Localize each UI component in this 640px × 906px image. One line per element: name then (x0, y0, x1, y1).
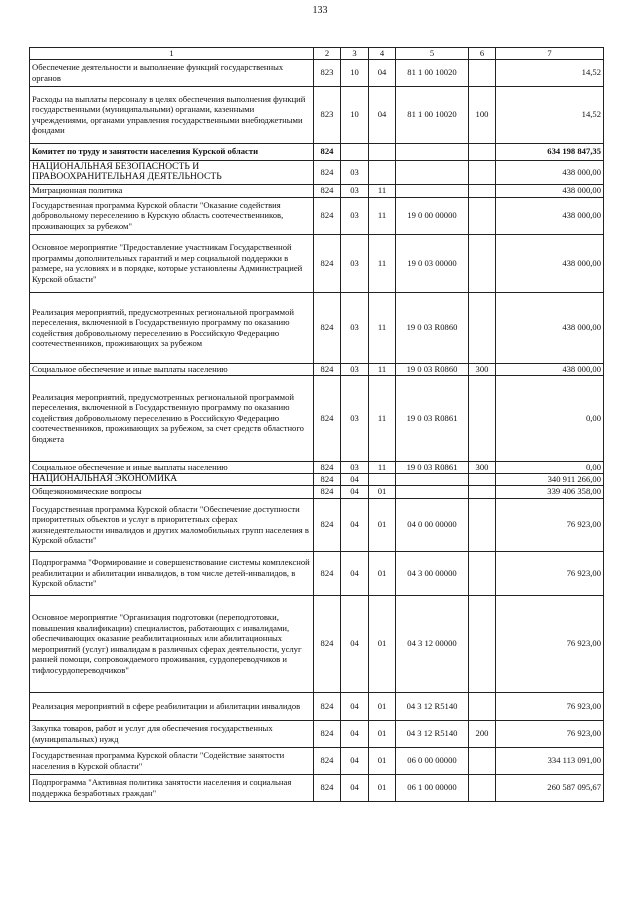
expense-type-code-cell (469, 498, 496, 551)
amount-cell: 260 587 095,67 (496, 774, 604, 801)
target-article-code-cell: 19 0 03 R0861 (396, 375, 469, 461)
section-code-cell: 04 (341, 747, 369, 774)
ministry-code-cell: 823 (314, 59, 341, 86)
section-code-cell: 10 (341, 86, 369, 143)
section-code-cell: 10 (341, 59, 369, 86)
expense-type-code-cell (469, 292, 496, 363)
subsection-code-cell: 04 (369, 59, 396, 86)
expense-type-code-cell: 300 (469, 363, 496, 375)
table-row (30, 86, 604, 143)
item-name-cell: НАЦИОНАЛЬНАЯ ЭКОНОМИКА (30, 473, 314, 485)
header-cell: 2 (314, 48, 341, 60)
item-name-cell: Реализация мероприятий, предусмотренных региональной программой переселения, включенной в Государственную программу по оказанию содействия добровольному переселению в Российскую Федерацию соотечественников, проживающих за рубежом (30, 292, 314, 363)
target-article-code-cell (396, 143, 469, 160)
item-name-cell: Реализация мероприятий, предусмотренных региональной программой переселения, включенной в Государственную программу по оказанию содействия добровольному переселению в Российскую Федерацию соотечественников, проживающих за рубежом, за счет средств областного бюджета (30, 375, 314, 461)
table-row (30, 551, 604, 595)
amount-cell: 438 000,00 (496, 363, 604, 375)
subsection-code-cell: 01 (369, 498, 396, 551)
target-article-code-cell: 81 1 00 10020 (396, 86, 469, 143)
expense-type-code-cell (469, 473, 496, 485)
amount-cell: 0,00 (496, 461, 604, 473)
section-code-cell: 04 (341, 498, 369, 551)
target-article-code-cell: 19 0 03 R0860 (396, 292, 469, 363)
ministry-code-cell: 824 (314, 485, 341, 498)
expense-type-code-cell (469, 375, 496, 461)
subsection-code-cell: 11 (369, 197, 396, 234)
subsection-code-cell: 11 (369, 375, 396, 461)
target-article-code-cell: 04 3 12 R5140 (396, 720, 469, 747)
expense-type-code-cell (469, 551, 496, 595)
target-article-code-cell: 19 0 03 R0861 (396, 461, 469, 473)
ministry-code-cell: 824 (314, 160, 341, 184)
ministry-code-cell: 824 (314, 143, 341, 160)
amount-cell: 0,00 (496, 375, 604, 461)
target-article-code-cell: 04 3 00 00000 (396, 551, 469, 595)
section-code-cell: 03 (341, 184, 369, 197)
subsection-code-cell: 04 (369, 86, 396, 143)
section-code-cell: 03 (341, 292, 369, 363)
ministry-code-cell: 824 (314, 184, 341, 197)
expense-type-code-cell (469, 160, 496, 184)
amount-cell: 340 911 266,00 (496, 473, 604, 485)
table-row (30, 375, 604, 461)
item-name-cell: Закупка товаров, работ и услуг для обеспечения государственных (муниципальных) нужд (30, 720, 314, 747)
ministry-code-cell: 824 (314, 595, 341, 692)
table-row (30, 595, 604, 692)
amount-cell: 634 198 847,35 (496, 143, 604, 160)
section-code-cell: 03 (341, 197, 369, 234)
table-row (30, 197, 604, 234)
item-name-cell: Комитет по труду и занятости населения Курской области (30, 143, 314, 160)
ministry-code-cell: 824 (314, 774, 341, 801)
expense-type-code-cell (469, 774, 496, 801)
item-name-cell: Основное мероприятие "Предоставление участникам Государственной программы дополнительных гарантий и мер социальной поддержки в размере, на условиях и в порядке, которые установлены Администрацией Курской области" (30, 234, 314, 292)
section-code-cell: 03 (341, 234, 369, 292)
subsection-code-cell: 01 (369, 551, 396, 595)
amount-cell: 76 923,00 (496, 551, 604, 595)
target-article-code-cell: 81 1 00 10020 (396, 59, 469, 86)
item-name-cell: Миграционная политика (30, 184, 314, 197)
amount-cell: 438 000,00 (496, 184, 604, 197)
table-row (30, 234, 604, 292)
section-code-cell: 03 (341, 461, 369, 473)
expense-type-code-cell (469, 485, 496, 498)
header-cell: 4 (369, 48, 396, 60)
ministry-code-cell: 824 (314, 234, 341, 292)
ministry-code-cell: 824 (314, 363, 341, 375)
item-name-cell: Основное мероприятие "Организация подготовки (переподготовки, повышения квалификации) специалистов, работающих с инвалидами, обеспечивающих оказание реабилитационных или абилитационных мероприятий (услуг) инвалидам в различных сферах деятельности, услуг ранней помощи, сопровождаемого проживания, сурдопереводчиков и тифлосурдопереводчиков" (30, 595, 314, 692)
expense-type-code-cell (469, 197, 496, 234)
item-name-cell: Реализация мероприятий в сфере реабилитации и абилитации инвалидов (30, 692, 314, 720)
subsection-code-cell: 11 (369, 461, 396, 473)
ministry-code-cell: 824 (314, 197, 341, 234)
subsection-code-cell: 01 (369, 774, 396, 801)
target-article-code-cell: 06 1 00 00000 (396, 774, 469, 801)
expense-type-code-cell: 300 (469, 461, 496, 473)
expense-type-code-cell: 200 (469, 720, 496, 747)
subsection-code-cell: 11 (369, 234, 396, 292)
ministry-code-cell: 824 (314, 720, 341, 747)
table-row (30, 184, 604, 197)
ministry-code-cell: 824 (314, 375, 341, 461)
amount-cell: 14,52 (496, 86, 604, 143)
ministry-code-cell: 824 (314, 498, 341, 551)
amount-cell: 76 923,00 (496, 720, 604, 747)
item-name-cell: Государственная программа Курской области "Обеспечение доступности приоритетных объектов и услуг в приоритетных сферах жизнедеятельности инвалидов и других маломобильных групп населения в Курской области" (30, 498, 314, 551)
header-row (30, 48, 604, 60)
ministry-code-cell: 824 (314, 461, 341, 473)
item-name-cell: Подпрограмма "Активная политика занятости населения и социальная поддержка безработных граждан" (30, 774, 314, 801)
table-row (30, 363, 604, 375)
amount-cell: 339 406 358,00 (496, 485, 604, 498)
table-row (30, 473, 604, 485)
target-article-code-cell: 04 0 00 00000 (396, 498, 469, 551)
ministry-code-cell: 824 (314, 473, 341, 485)
item-name-cell: Подпрограмма "Формирование и совершенствование системы комплексной реабилитации и абилитации инвалидов, в том числе детей-инвалидов, в Курской области" (30, 551, 314, 595)
ministry-code-cell: 824 (314, 292, 341, 363)
section-code-cell: 03 (341, 160, 369, 184)
amount-cell: 334 113 091,00 (496, 747, 604, 774)
target-article-code-cell (396, 184, 469, 197)
target-article-code-cell: 04 3 12 R5140 (396, 692, 469, 720)
target-article-code-cell: 04 3 12 00000 (396, 595, 469, 692)
expense-type-code-cell (469, 692, 496, 720)
amount-cell: 438 000,00 (496, 234, 604, 292)
item-name-cell: Государственная программа Курской области "Оказание содействия добровольному переселению в Курскую область соотечественников, проживающих за рубежом" (30, 197, 314, 234)
table-row (30, 498, 604, 551)
expense-type-code-cell (469, 59, 496, 86)
table-row (30, 774, 604, 801)
subsection-code-cell (369, 160, 396, 184)
table-row (30, 292, 604, 363)
section-code-cell: 04 (341, 774, 369, 801)
section-code-cell: 04 (341, 473, 369, 485)
subsection-code-cell: 01 (369, 720, 396, 747)
section-code-cell: 03 (341, 363, 369, 375)
section-code-cell: 04 (341, 720, 369, 747)
expense-type-code-cell (469, 143, 496, 160)
ministry-code-cell: 823 (314, 86, 341, 143)
table-row (30, 160, 604, 184)
table-row (30, 143, 604, 160)
target-article-code-cell: 19 0 03 R0860 (396, 363, 469, 375)
budget-table (29, 47, 604, 802)
expense-type-code-cell (469, 747, 496, 774)
item-name-cell: Расходы на выплаты персоналу в целях обеспечения выполнения функций государственными (муниципальными) органами, казенными учреждениями, органами управления государственными внебюджетными фондами (30, 86, 314, 143)
section-code-cell (341, 143, 369, 160)
subsection-code-cell (369, 143, 396, 160)
amount-cell: 14,52 (496, 59, 604, 86)
target-article-code-cell: 19 0 03 00000 (396, 234, 469, 292)
section-code-cell: 04 (341, 551, 369, 595)
header-cell: 7 (496, 48, 604, 60)
ministry-code-cell: 824 (314, 692, 341, 720)
target-article-code-cell (396, 485, 469, 498)
subsection-code-cell: 11 (369, 184, 396, 197)
expense-type-code-cell (469, 184, 496, 197)
item-name-cell: Государственная программа Курской области "Содействие занятости населения в Курской области" (30, 747, 314, 774)
subsection-code-cell: 11 (369, 363, 396, 375)
item-name-cell: Обеспечение деятельности и выполнение функций государственных органов (30, 59, 314, 86)
amount-cell: 438 000,00 (496, 292, 604, 363)
header-cell: 5 (396, 48, 469, 60)
subsection-code-cell: 01 (369, 485, 396, 498)
table-row (30, 59, 604, 86)
amount-cell: 438 000,00 (496, 197, 604, 234)
expense-type-code-cell: 100 (469, 86, 496, 143)
ministry-code-cell: 824 (314, 551, 341, 595)
table-body (30, 48, 604, 802)
section-code-cell: 04 (341, 692, 369, 720)
section-code-cell: 04 (341, 595, 369, 692)
section-code-cell: 03 (341, 375, 369, 461)
header-cell: 1 (30, 48, 314, 60)
target-article-code-cell (396, 473, 469, 485)
item-name-cell: НАЦИОНАЛЬНАЯ БЕЗОПАСНОСТЬ И ПРАВООХРАНИТЕЛЬНАЯ ДЕЯТЕЛЬНОСТЬ (30, 160, 314, 184)
subsection-code-cell: 01 (369, 595, 396, 692)
subsection-code-cell: 11 (369, 292, 396, 363)
ministry-code-cell: 824 (314, 747, 341, 774)
header-cell: 6 (469, 48, 496, 60)
table-row (30, 747, 604, 774)
header-cell: 3 (341, 48, 369, 60)
target-article-code-cell: 06 0 00 00000 (396, 747, 469, 774)
table-row (30, 720, 604, 747)
table-row (30, 485, 604, 498)
target-article-code-cell: 19 0 00 00000 (396, 197, 469, 234)
amount-cell: 438 000,00 (496, 160, 604, 184)
expense-type-code-cell (469, 234, 496, 292)
target-article-code-cell (396, 160, 469, 184)
table-row (30, 461, 604, 473)
item-name-cell: Социальное обеспечение и иные выплаты населению (30, 363, 314, 375)
amount-cell: 76 923,00 (496, 595, 604, 692)
expense-type-code-cell (469, 595, 496, 692)
subsection-code-cell (369, 473, 396, 485)
section-code-cell: 04 (341, 485, 369, 498)
subsection-code-cell: 01 (369, 692, 396, 720)
subsection-code-cell: 01 (369, 747, 396, 774)
page-number: 133 (312, 5, 328, 16)
amount-cell: 76 923,00 (496, 692, 604, 720)
table-row (30, 692, 604, 720)
amount-cell: 76 923,00 (496, 498, 604, 551)
item-name-cell: Общеэкономические вопросы (30, 485, 314, 498)
item-name-cell: Социальное обеспечение и иные выплаты населению (30, 461, 314, 473)
